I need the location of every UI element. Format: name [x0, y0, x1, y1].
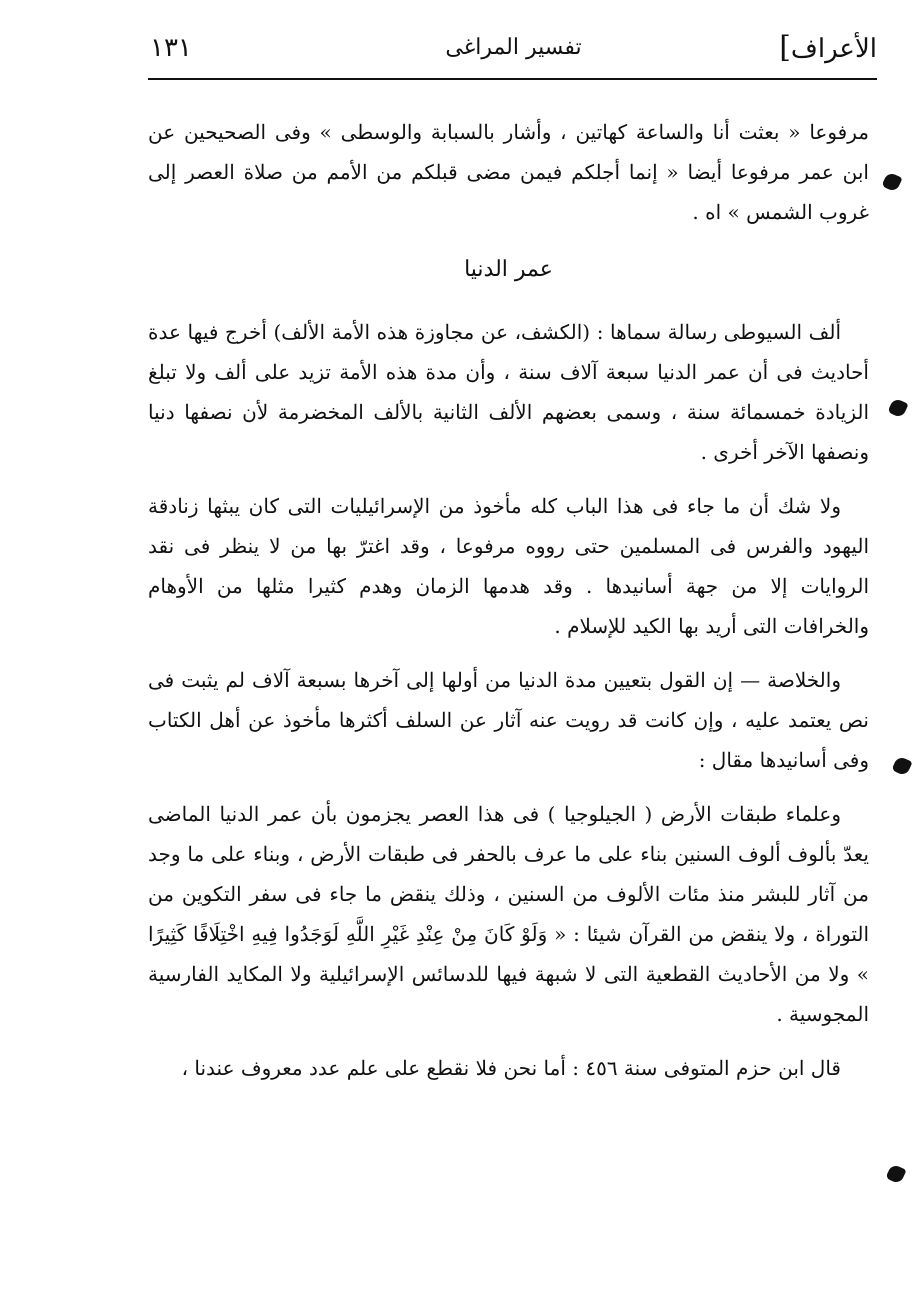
- margin-ink-mark: [881, 171, 902, 192]
- margin-ink-mark: [885, 1163, 906, 1184]
- paragraph-5: [148, 794, 869, 1034]
- margin-ink-mark: [887, 397, 908, 418]
- section-title: عمر الدنيا: [464, 257, 553, 282]
- surah-label: الأعراف: [790, 34, 877, 64]
- paragraph-6: قال ابن حزم المتوفى سنة ٤٥٦ : أما نحن فلا نقطع على علم عدد معروف عندنا ،: [181, 1056, 841, 1080]
- header-bracket: ]: [779, 30, 791, 65]
- book-title: تفسير المراغى: [445, 35, 582, 60]
- paragraph-5-continuation: » ولا من الأحاديث القطعية التى لا شبهة فيها للدسائس الإسرائيلية ولا المكايد الفارسية المجوسية .: [148, 962, 869, 1026]
- paragraph-2: ألف السيوطى رسالة سماها : (الكشف، عن مجاوزة هذه الأمة الألف) أخرج فيها عدة أحاديث فى أن عمر الدنيا سبعة آلاف سنة ، وأن مدة هذه الأمة تزيد على ألف ولا تبلغ الزيادة خمسمائة سنة ، وسمى بعضهم الألف الثانية بالألف المخضرمة لأن نصفها دنيا ونصفها الآخر أخرى .: [148, 320, 869, 464]
- header-rule: [148, 78, 877, 80]
- paragraph-1: مرفوعا « بعثت أنا والساعة كهاتين ، وأشار بالسبابة والوسطى » وفى الصحيحين عن ابن عمر مرفوعا أيضا « إنما أجلكم فيمن مضى قبلكم من الأمم من صلاة العصر إلى غروب الشمس » اه .: [148, 120, 869, 224]
- paragraph-3: ولا شك أن ما جاء فى هذا الباب كله مأخوذ من الإسرائيليات التى كان يبثها زنادقة اليهود والفرس فى المسلمين حتى رووه مرفوعا ، وقد اغترّ بها من لا ينظر فى نقد الروايات إلا من جهة أسانيدها . وقد هدمها الزمان وهدم كثيرا مثلها من الأوهام والخرافات التى أريد بها الكيد للإسلام .: [148, 494, 869, 638]
- surah-name: [775, 28, 877, 69]
- paragraph-4: والخلاصة — إن القول بتعيين مدة الدنيا من أولها إلى آخرها بسبعة آلاف لم يثبت فى نص يعتمد عليه ، وإن كانت قد رويت عنه آثار عن السلف أكثرها مأخوذ عن أهل الكتاب وفى أسانيدها مقال :: [148, 668, 869, 772]
- margin-ink-mark: [891, 755, 912, 776]
- paragraph-5-text: وعلماء طبقات الأرض ( الجيلوجيا ) فى هذا العصر يجزمون بأن عمر الدنيا الماضى يعدّ بألوف ألوف السنين بناء على ما عرف بالحفر فى طبقات الأرض ، وبناء على ما وجد من آثار للبشر منذ مئات الألوف من السنين ، وذلك ينقض ما جاء فى سفر التكوين من التوراة ، ولا ينقض من القرآن شيئا : «: [148, 802, 870, 946]
- running-header: [150, 28, 877, 78]
- quran-verse: وَلَوْ كَانَ مِنْ عِنْدِ غَيْرِ اللَّهِ لَوَجَدُوا فِيهِ اخْتِلَافًا كَثِيرًا: [148, 922, 548, 946]
- page-number: ١٣١: [150, 33, 192, 63]
- body-text: [148, 112, 869, 1102]
